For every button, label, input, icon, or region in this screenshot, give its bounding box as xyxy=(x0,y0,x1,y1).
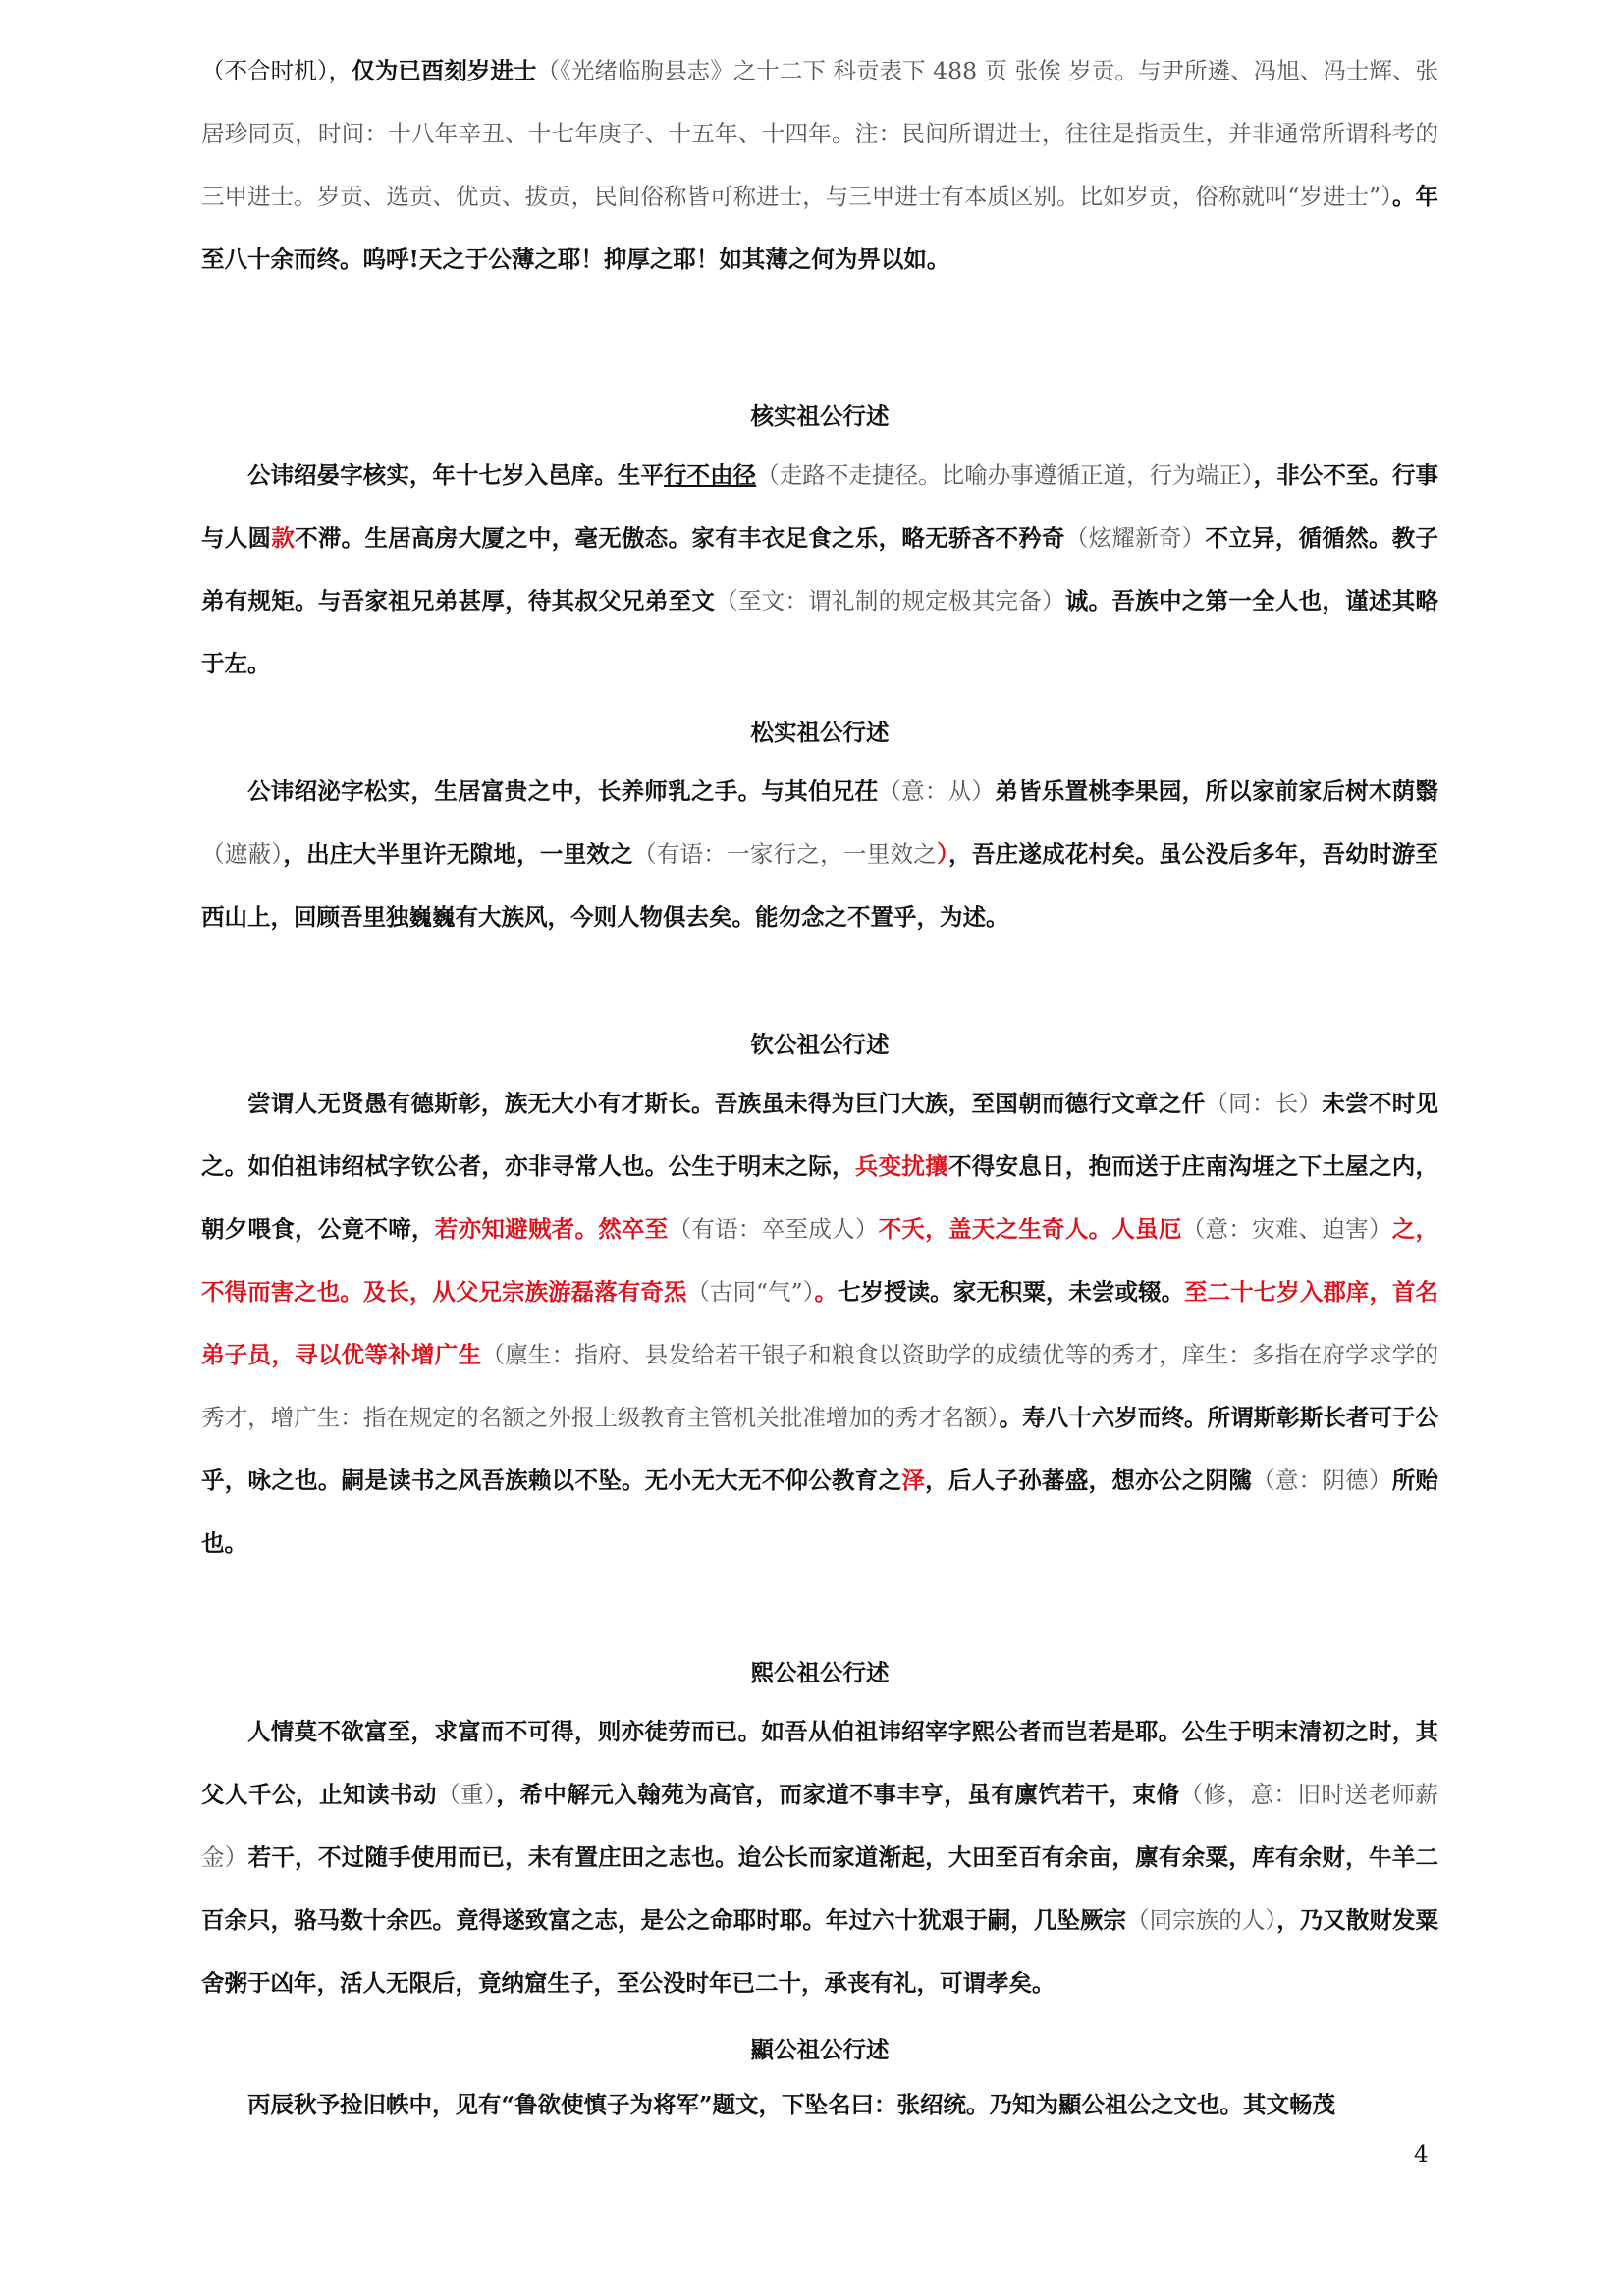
text-segment: 弟皆乐置桃李果园，所以家前家后树木荫翳 xyxy=(995,777,1439,805)
text-segment: 丙辰秋予捡旧帙中，见有“鲁欲使慎子为将军”题文，下坠名曰：张绍统。乃知为顯公祖公之文也。其文畅茂 xyxy=(247,2091,1336,2118)
text-segment: ，乃又散财发粟舍粥于凶年，活人无限后，竟纳窟生子，至公没时年已二十，承丧有礼，可谓孝矣。 xyxy=(201,1906,1439,1997)
text-segment: 不滞。生居高房大厦之中，毫无傲态。家有丰衣足食之乐，略无骄吝不矜奇 xyxy=(295,524,1065,552)
text-segment: （不合时机）， xyxy=(201,57,352,84)
section-body xyxy=(201,1700,1438,2014)
annotation: （意：灾难、迫害） xyxy=(1181,1215,1392,1243)
text-segment: 不立异，循循然。教子弟有规矩。与吾家祖兄弟甚厚，待其叔父兄弟至文 xyxy=(201,524,1439,614)
highlighted-text: 。 xyxy=(814,1278,838,1306)
highlighted-text: 不夭，盖天之生奇人。人虽厄 xyxy=(878,1215,1182,1243)
section-title: 核实祖公行述 xyxy=(750,402,890,430)
text-segment: 。寿八十六岁而终。所谓斯彰斯长者可于公乎，咏之也。嗣是读书之风吾族赖以不坠。无小无大无不仰公教育之 xyxy=(201,1404,1439,1494)
annotation: （意：从） xyxy=(878,777,996,805)
annotation: （有语：卒至成人） xyxy=(668,1215,879,1243)
text-segment: ，后人子孙蕃盛，想亦公之阴隲 xyxy=(925,1467,1253,1494)
text-segment: 尝谓人无贤愚有德斯彰，族无大小有才斯长。吾族虽未得为巨门大族，至国朝而德行文章之仟 xyxy=(247,1090,1206,1117)
text-segment-bold: 仅为已酉刻岁进士 xyxy=(352,57,537,84)
highlighted-text: 若亦知避贼者。然卒至 xyxy=(434,1215,669,1243)
section-title: 顯公祖公行述 xyxy=(750,2036,890,2063)
section-title: 熙公祖公行述 xyxy=(750,1659,890,1686)
annotation: （同：长） xyxy=(1205,1090,1323,1117)
text-segment: ，吾庄遂成花村矣。虽公没后多年，吾幼时游至西山上，回顾吾里独巍巍有大族风，今则人物俱去矣。能勿念之不置乎，为述。 xyxy=(201,840,1439,931)
highlighted-text: 至二十七岁入郡庠，首名弟子员，寻以优等补增广生 xyxy=(201,1278,1439,1368)
text-segment: 不得安息日，抱而送于庄南沟堐之下土屋之内，朝夕喂食，公竟不啼， xyxy=(201,1152,1439,1243)
text-segment: 公讳绍晏字核实，年十七岁入邑庠。生平 xyxy=(247,461,664,489)
annotation: （有语：一家行之，一里效之 xyxy=(632,840,938,868)
highlighted-text: ） xyxy=(937,840,949,868)
text-segment: 未尝不时见之。如伯祖讳绍栻字钦公者，亦非寻常人也。公生于明末之际， xyxy=(201,1090,1439,1180)
underlined-phrase: 行不由径 xyxy=(663,461,757,489)
annotation: （古同“气”） xyxy=(686,1278,815,1306)
paragraph-continuation xyxy=(201,39,1438,291)
text-segment: ，非公不至。行事与人圆 xyxy=(201,461,1439,552)
highlighted-text: 之，不得而害之也。及长，从父兄宗族游磊落有奇炁 xyxy=(201,1215,1439,1306)
highlighted-text: 泽 xyxy=(901,1467,926,1494)
text-segment: ，希中解元入翰苑为高官，而家道不事丰亨，虽有廪饩若干，束脩 xyxy=(496,1781,1180,1808)
annotation: （重） xyxy=(437,1781,497,1808)
annotation: （意：阴德） xyxy=(1252,1467,1392,1494)
annotation: （炫耀新奇） xyxy=(1064,524,1206,552)
page-number: 4 xyxy=(1414,2142,1429,2167)
text-segment: 人情莫不欲富至，求富而不可得，则亦徒劳而已。如吾从伯祖讳绍宰字熙公者而岂若是耶。公生于明末清初之时，其父人千公，止知读书动 xyxy=(201,1718,1438,1808)
text-segment: 所贻也。 xyxy=(201,1467,1439,1557)
section-body xyxy=(201,2073,1438,2136)
annotation: （《光绪临朐县志》之十二下 科贡表下 488 页 张俟 岁贡。与尹所遴、冯旭、冯士辉、张居珍同页，时间：十八年辛丑、十七年庚子、十五年、十四年。注：民间所谓进士，往往是指贡生，并非通常所谓科考的三甲进士。岁贡、选贡、优贡、拔贡，民间俗称皆可称进士，与三甲进士有本质区别。比如岁贡，俗称就叫“岁进士”） xyxy=(201,57,1439,210)
text-segment: 公讳绍泌字松实，生居富贵之中，长养师乳之手。与其伯兄茌 xyxy=(247,777,879,805)
annotation: （廪生：指府、县发给若干银子和粮食以资助学的成绩优等的秀才，庠生：多指在府学求学的秀才，增广生：指在规定的名额之外报上级教育主管机关批准增加的秀才名额） xyxy=(201,1341,1439,1431)
annotation: （遮蔽） xyxy=(201,840,284,868)
section-title: 钦公祖公行述 xyxy=(750,1031,890,1058)
text-segment: 若干，不过随手使用而已，未有置庄田之志也。迨公长而家道渐起，大田至百有余亩，廪有余粟，库有余财，牛羊二百余只，骆马数十余匹。竟得遂致富之志，是公之命耶时耶。年过六十犹艰于嗣，几坠厥宗 xyxy=(201,1843,1439,1934)
annotation: （修，意：旧时送老师薪金） xyxy=(201,1781,1439,1871)
section-title: 松实祖公行述 xyxy=(750,719,890,746)
section-body xyxy=(201,760,1438,948)
text-segment: 七岁授读。家无积粟，未尝或辍。 xyxy=(838,1278,1185,1306)
highlighted-text: 款 xyxy=(271,524,296,552)
text-segment: ，出庄大半里许无隙地，一里效之 xyxy=(283,840,633,868)
annotation: （走路不走捷径。比喻办事遵循正道，行为端正） xyxy=(756,461,1254,489)
text-segment: 诚。吾族中之第一全人也，谨述其略于左。 xyxy=(201,587,1439,677)
section-body xyxy=(201,1072,1438,1575)
highlighted-text: 兵变扰攘 xyxy=(854,1152,948,1180)
annotation: （至文：谓礼制的规定极其完备） xyxy=(715,587,1065,614)
annotation: （同宗族的人） xyxy=(1126,1906,1277,1934)
text-segment-bold: 。年至八十余而终。呜呼!天之于公薄之耶！抑厚之耶！如其薄之何为畀以如。 xyxy=(201,183,1439,273)
section-body xyxy=(201,444,1438,695)
